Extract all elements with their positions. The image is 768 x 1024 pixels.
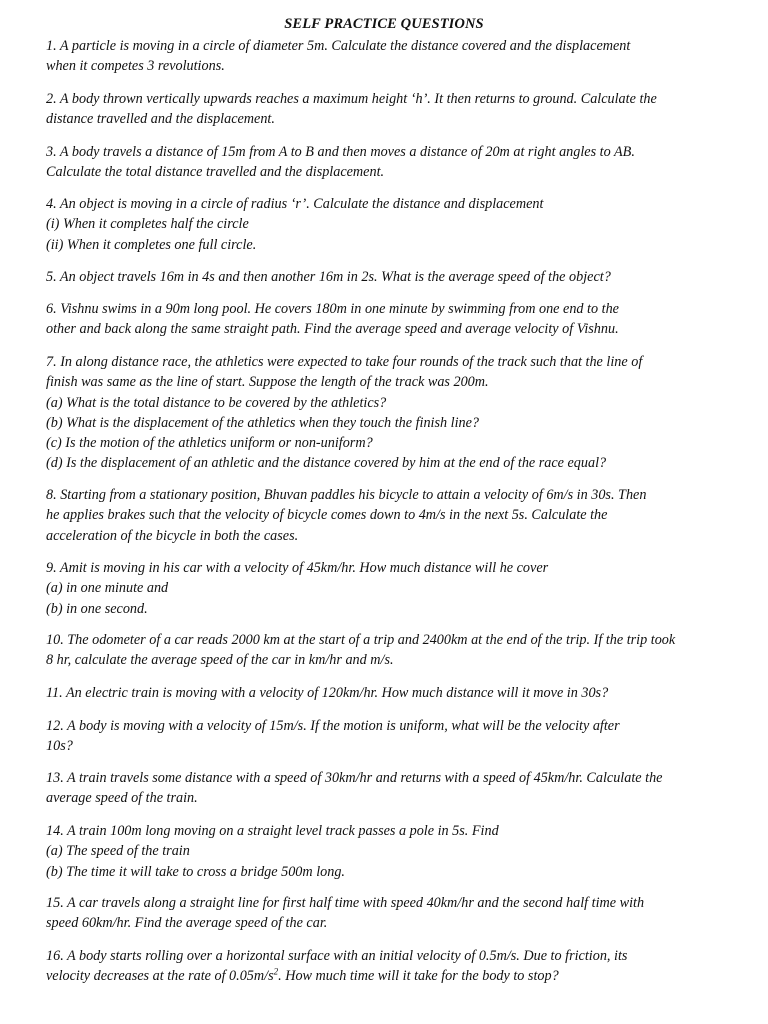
question-line: speed 60km/hr. Find the average speed of the car. — [46, 915, 328, 932]
question-line: 1. A particle is moving in a circle of diameter 5m. Calculate the distance covered and the displacement — [46, 38, 631, 54]
question-3 — [46, 142, 734, 183]
question-16 — [46, 946, 734, 987]
page-title: SELF PRACTICE QUESTIONS — [284, 16, 484, 32]
question-8 — [46, 485, 734, 546]
question-11 — [46, 683, 734, 703]
question-line: 4. An object is moving in a circle of radius ‘r’. Calculate the distance and displacement — [46, 196, 544, 212]
question-line: 13. A train travels some distance with a speed of 30km/hr and returns with a speed of 45km/hr. Calculate the — [46, 770, 663, 786]
question-line: Calculate the total distance travelled and the displacement. — [46, 164, 385, 181]
question-line: average speed of the train. — [46, 790, 198, 807]
question-line: 3. A body travels a distance of 15m from A to B and then moves a distance of 20m at right angles to AB. — [46, 144, 635, 160]
question-line: when it competes 3 revolutions. — [46, 58, 225, 75]
question-line: 5. An object travels 16m in 4s and then another 16m in 2s. What is the average speed of the object? — [46, 269, 611, 285]
question-15 — [46, 893, 734, 934]
question-line: 9. Amit is moving in his car with a velocity of 45km/hr. How much distance will he cover — [46, 560, 549, 576]
question-line: acceleration of the bicycle in both the cases. — [46, 527, 299, 544]
q16-superscript: 2 — [273, 966, 279, 977]
question-4 — [46, 194, 734, 255]
question-line: (b) What is the displacement of the athletics when they touch the finish line? — [46, 414, 480, 431]
question-10 — [46, 630, 734, 671]
question-line: 16. A body starts rolling over a horizontal surface with an initial velocity of 0.5m/s. Due to friction, its — [46, 948, 628, 964]
question-2 — [46, 89, 734, 130]
question-line: 8 hr, calculate the average speed of the car in km/hr and m/s. — [46, 652, 394, 669]
question-line: (ii) When it completes one full circle. — [46, 236, 257, 253]
question-9 — [46, 558, 734, 619]
question-line-with-superscript — [46, 966, 734, 986]
question-14 — [46, 821, 734, 882]
question-line: (b) The time it will take to cross a bridge 500m long. — [46, 863, 345, 880]
question-line: 7. In along distance race, the athletics were expected to take four rounds of the track such that the line of — [46, 354, 643, 370]
question-line: (a) The speed of the train — [46, 843, 190, 860]
question-5 — [46, 267, 734, 287]
question-line: 11. An electric train is moving with a velocity of 120km/hr. How much distance will it move in 30s? — [46, 685, 609, 701]
question-line: distance travelled and the displacement. — [46, 111, 275, 128]
question-1 — [46, 36, 734, 77]
question-line: 10s? — [46, 738, 73, 755]
question-line: he applies brakes such that the velocity of bicycle comes down to 4m/s in the next 5s. Calculate the — [46, 507, 608, 524]
question-line: (a) What is the total distance to be covered by the athletics? — [46, 394, 387, 411]
question-line: finish was same as the line of start. Suppose the length of the track was 200m. — [46, 374, 489, 391]
question-line: 8. Starting from a stationary position, Bhuvan paddles his bicycle to attain a velocity of 6m/s in 30s. Then — [46, 487, 647, 503]
question-line: 12. A body is moving with a velocity of 15m/s. If the motion is uniform, what will be the velocity after — [46, 718, 620, 734]
question-6 — [46, 299, 734, 340]
question-line: 6. Vishnu swims in a 90m long pool. He covers 180m in one minute by swimming from one end to the — [46, 301, 619, 317]
question-line: 2. A body thrown vertically upwards reaches a maximum height ‘h’. It then returns to ground. Calculate the — [46, 91, 657, 107]
question-line: (d) Is the displacement of an athletic and the distance covered by him at the end of the race equal? — [46, 455, 607, 472]
question-line: 15. A car travels along a straight line for first half time with speed 40km/hr and the second half time with — [46, 895, 645, 911]
question-line: other and back along the same straight path. Find the average speed and average velocity of Vishnu. — [46, 321, 619, 338]
question-line: (i) When it completes half the circle — [46, 216, 249, 233]
question-line: 10. The odometer of a car reads 2000 km at the start of a trip and 2400km at the end of the trip. If the trip took — [46, 632, 676, 648]
question-line: (b) in one second. — [46, 600, 148, 617]
question-13 — [46, 768, 734, 809]
q16-text-before: velocity decreases at the rate of 0.05m/s — [46, 968, 274, 985]
question-12 — [46, 716, 734, 757]
q16-text-after: . How much time will it take for the body to stop? — [278, 968, 559, 985]
question-line: 14. A train 100m long moving on a straight level track passes a pole in 5s. Find — [46, 823, 499, 839]
question-line: (a) in one minute and — [46, 580, 169, 597]
question-7 — [46, 352, 734, 474]
question-line: (c) Is the motion of the athletics uniform or non-uniform? — [46, 435, 373, 452]
